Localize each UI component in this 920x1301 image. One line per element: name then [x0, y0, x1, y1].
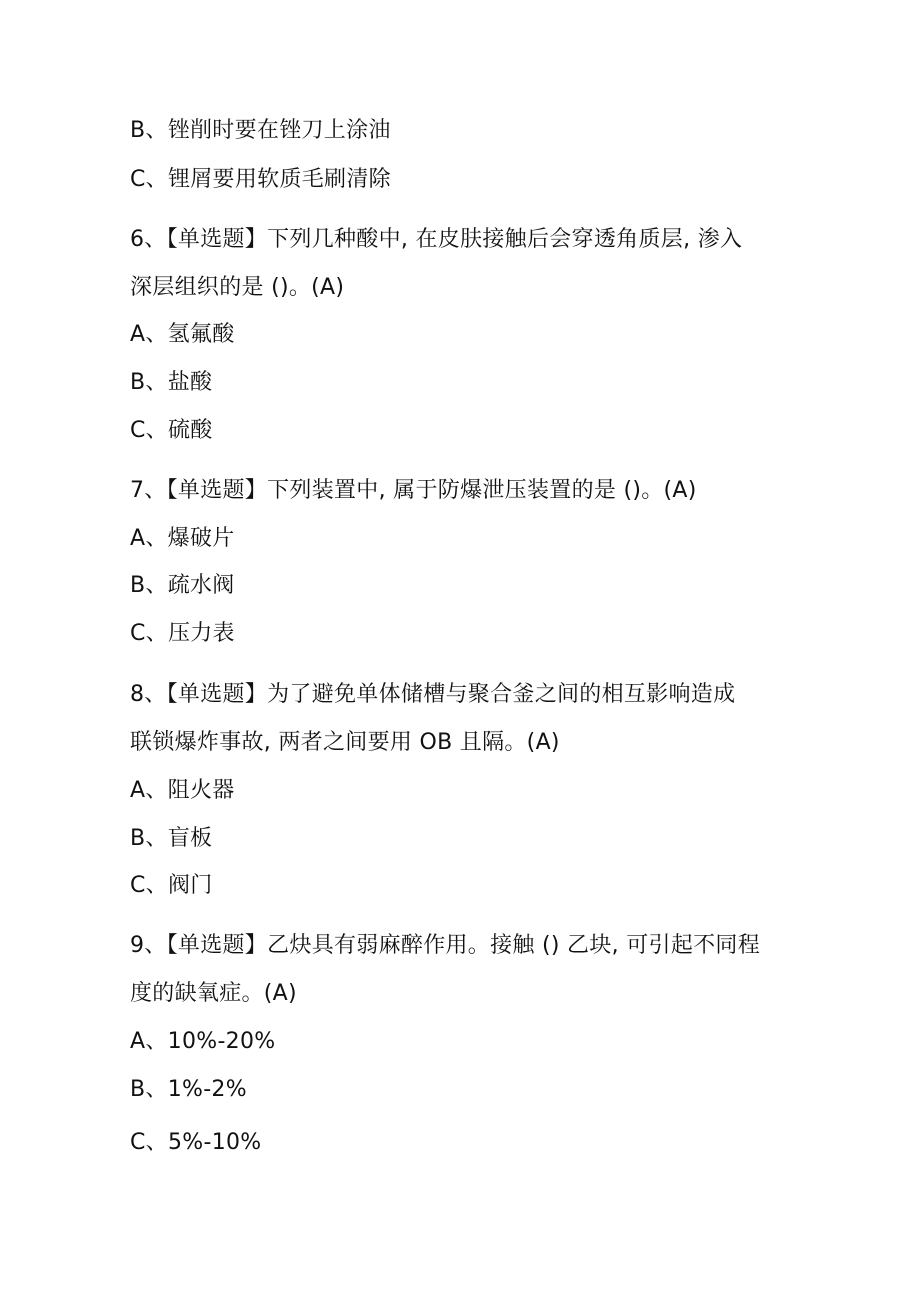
- q9-option-b: B、1%-2%: [130, 1077, 247, 1102]
- q6-question-line2: 深层组织的是 ()。(A): [130, 275, 345, 300]
- q5-option-b: B、锉削时要在锉刀上涂油: [130, 118, 391, 143]
- q6-option-c: C、硫酸: [130, 418, 213, 443]
- q8-option-b: B、盲板: [130, 826, 213, 851]
- q6-question-line1: 6、【单选题】下列几种酸中, 在皮肤接触后会穿透角质层, 渗入: [130, 227, 743, 252]
- q9-option-a: A、10%-20%: [130, 1029, 276, 1054]
- q7-option-a: A、爆破片: [130, 526, 235, 551]
- q9-question-line2: 度的缺氧症。(A): [130, 981, 297, 1006]
- q6-option-a: A、氢氟酸: [130, 322, 235, 347]
- q8-option-c: C、阀门: [130, 873, 213, 898]
- q8-question-line2: 联锁爆炸事故, 两者之间要用 OB 且隔。(A): [130, 730, 560, 755]
- q6-option-b: B、盐酸: [130, 370, 213, 395]
- q7-option-c: C、压力表: [130, 621, 235, 646]
- q9-question-line1: 9、【单选题】乙炔具有弱麻醉作用。接触 () 乙块, 可引起不同程: [130, 933, 761, 958]
- q8-option-a: A、阻火器: [130, 778, 235, 803]
- q7-option-b: B、疏水阀: [130, 573, 235, 598]
- q8-question-line1: 8、【单选题】为了避免单体储槽与聚合釜之间的相互影响造成: [130, 682, 736, 707]
- q9-option-c: C、5%-10%: [130, 1130, 262, 1155]
- q5-option-c: C、锂屑要用软质毛刷清除: [130, 167, 391, 192]
- q7-question: 7、【单选题】下列装置中, 属于防爆泄压装置的是 ()。(A): [130, 478, 697, 503]
